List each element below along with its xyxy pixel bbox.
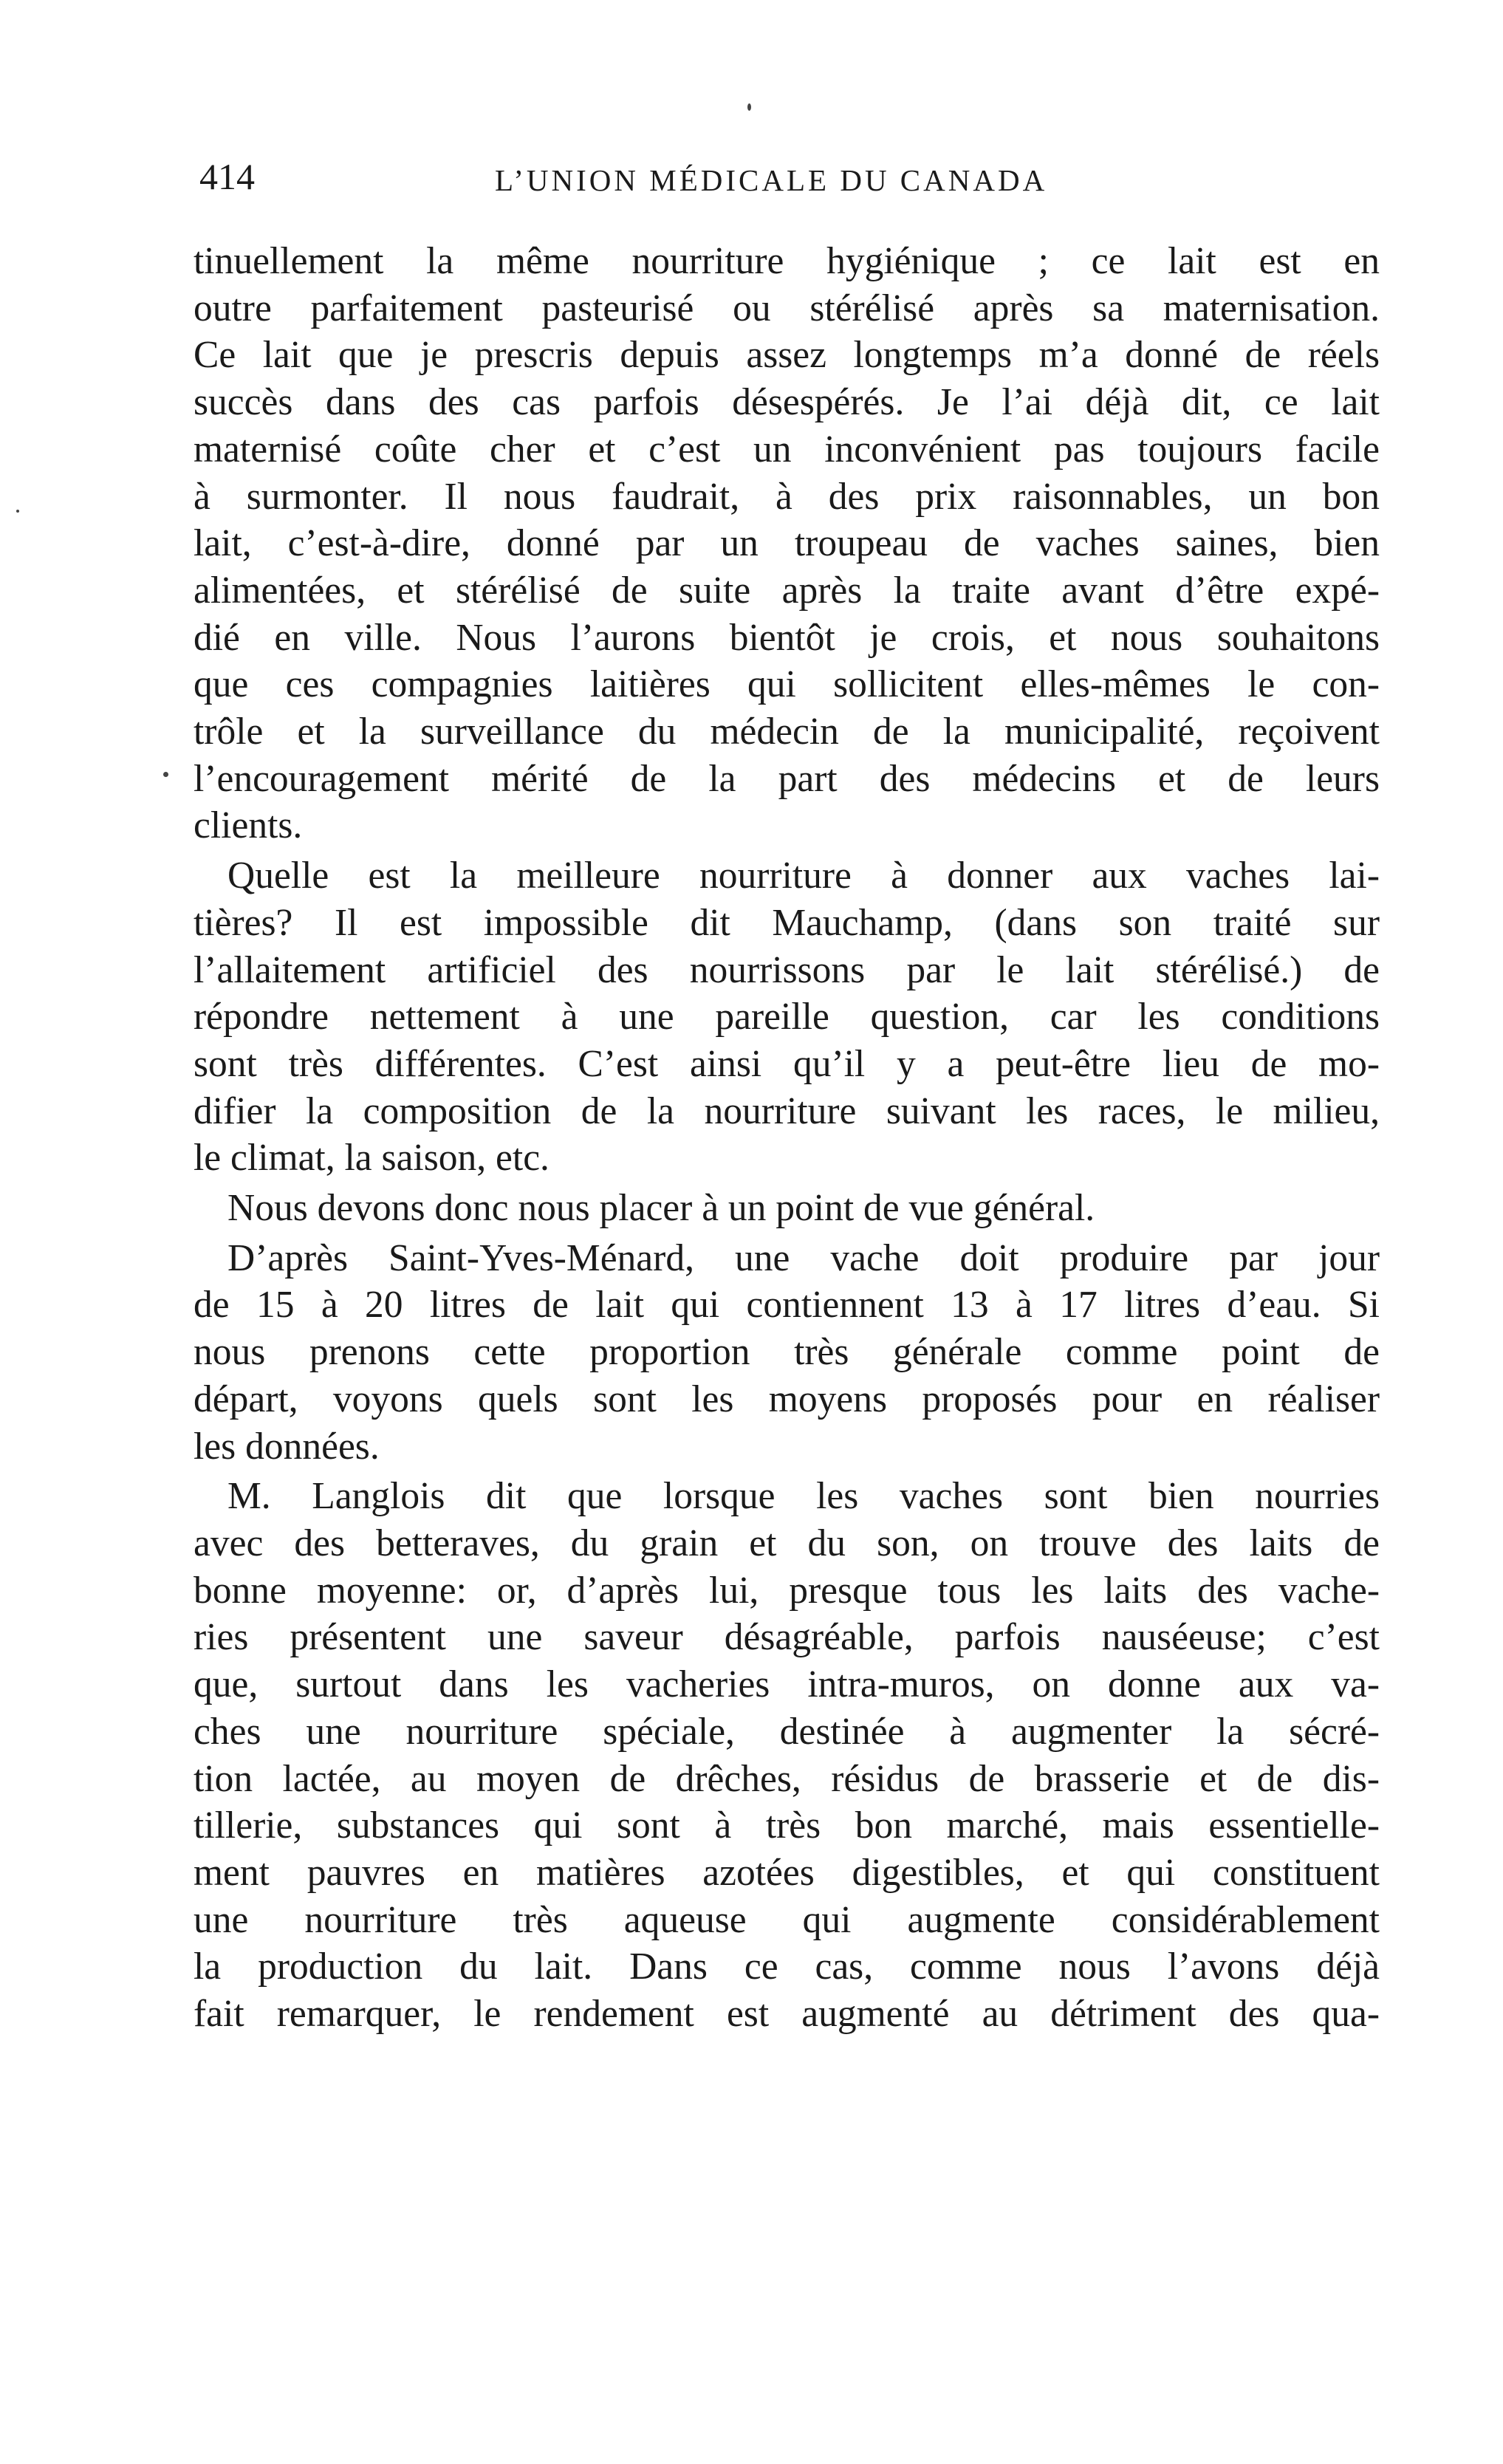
text-line: répondre nettement à une pareille question, car les conditions bbox=[194, 996, 1380, 1038]
text-line: ries présentent une saveur désagréable, parfois nauséeuse; c’est bbox=[194, 1616, 1380, 1659]
page-number: 414 bbox=[199, 156, 255, 197]
paragraph-1 bbox=[194, 238, 1380, 849]
running-head: L’UNION MÉDICALE DU CANADA bbox=[495, 163, 1048, 197]
stray-mark-top bbox=[747, 103, 751, 111]
text-line: maternisé coûte cher et c’est un inconvénient pas toujours facile bbox=[194, 428, 1380, 470]
text-line: trôle et la surveillance du médecin de la municipalité, reçoivent bbox=[194, 711, 1380, 753]
text-line: nous prenons cette proportion très générale comme point de bbox=[194, 1331, 1380, 1374]
text-line: le climat, la saison, etc. bbox=[194, 1137, 549, 1180]
text-line: à surmonter. Il nous faudrait, à des prix raisonnables, un bon bbox=[194, 475, 1380, 518]
text-line: tion lactée, au moyen de drêches, résidus de brasserie et de dis- bbox=[194, 1757, 1380, 1800]
text-line: tillerie, substances qui sont à très bon marché, mais essentielle- bbox=[194, 1804, 1380, 1847]
text-line: départ, voyons quels sont les moyens proposés pour en réaliser bbox=[194, 1378, 1380, 1420]
text-line: dié en ville. Nous l’aurons bientôt je crois, et nous souhaitons bbox=[194, 616, 1380, 659]
text-line: clients. bbox=[194, 804, 303, 847]
text-line: alimentées, et stérélisé de suite après la traite avant d’être expé- bbox=[194, 569, 1380, 612]
text-line: la production du lait. Dans ce cas, comme nous l’avons déjà bbox=[194, 1945, 1380, 1988]
stray-mark-margin bbox=[163, 772, 168, 777]
text-line: Nous devons donc nous placer à un point de vue général. bbox=[227, 1187, 1095, 1230]
text-line: Quelle est la meilleure nourriture à donner aux vaches lai- bbox=[227, 855, 1380, 897]
text-line: que ces compagnies laitières qui sollicitent elles-mêmes le con- bbox=[194, 663, 1380, 706]
text-line: les données. bbox=[194, 1425, 380, 1468]
page-header bbox=[199, 155, 1381, 214]
text-line: l’encouragement mérité de la part des médecins et de leurs bbox=[194, 757, 1380, 800]
text-line: difier la composition de la nourriture suivant les races, le milieu, bbox=[194, 1089, 1380, 1132]
text-line: l’allaitement artificiel des nourrissons par le lait stérélisé.) de bbox=[194, 948, 1380, 991]
text-line: tinuellement la même nourriture hygiénique ; ce lait est en bbox=[194, 240, 1380, 282]
text-line: que, surtout dans les vacheries intra-muros, on donne aux va- bbox=[194, 1663, 1380, 1706]
text-line: M. Langlois dit que lorsque les vaches sont bien nourries bbox=[227, 1475, 1380, 1518]
text-line: ment pauvres en matières azotées digestibles, et qui constituent bbox=[194, 1851, 1380, 1894]
text-line: une nourriture très aqueuse qui augmente considérablement bbox=[194, 1898, 1380, 1941]
text-line: lait, c’est-à-dire, donné par un troupeau de vaches saines, bien bbox=[194, 522, 1380, 565]
text-line: outre parfaitement pasteurisé ou stérélisé après sa maternisation. bbox=[194, 287, 1380, 329]
text-line: D’après Saint-Yves-Ménard, une vache doit produire par jour bbox=[227, 1236, 1380, 1279]
text-line: Ce lait que je prescris depuis assez longtemps m’a donné de réels bbox=[194, 334, 1380, 377]
text-line: fait remarquer, le rendement est augmenté au détriment des qua- bbox=[194, 1993, 1380, 2036]
paragraph-2 bbox=[194, 852, 1380, 1182]
text-line: de 15 à 20 litres de lait qui contiennent 13 à 17 litres d’eau. Si bbox=[194, 1284, 1380, 1327]
paragraph-5 bbox=[194, 1473, 1380, 2037]
text-line: sont très différentes. C’est ainsi qu’il y a peut-être lieu de mo- bbox=[194, 1042, 1380, 1085]
text-line: bonne moyenne: or, d’après lui, presque tous les laits des vache- bbox=[194, 1569, 1380, 1612]
paragraph-4 bbox=[194, 1235, 1380, 1471]
stray-mark-left bbox=[16, 510, 19, 513]
text-line: succès dans des cas parfois désespérés. Je l’ai déjà dit, ce lait bbox=[194, 381, 1380, 424]
text-line: tières? Il est impossible dit Mauchamp, (dans son traité sur bbox=[194, 901, 1380, 944]
text-line: ches une nourriture spéciale, destinée à augmenter la sécré- bbox=[194, 1710, 1380, 1753]
body-text bbox=[194, 238, 1380, 2038]
text-line: avec des betteraves, du grain et du son, on trouve des laits de bbox=[194, 1522, 1380, 1564]
paragraph-3 bbox=[194, 1185, 1380, 1232]
